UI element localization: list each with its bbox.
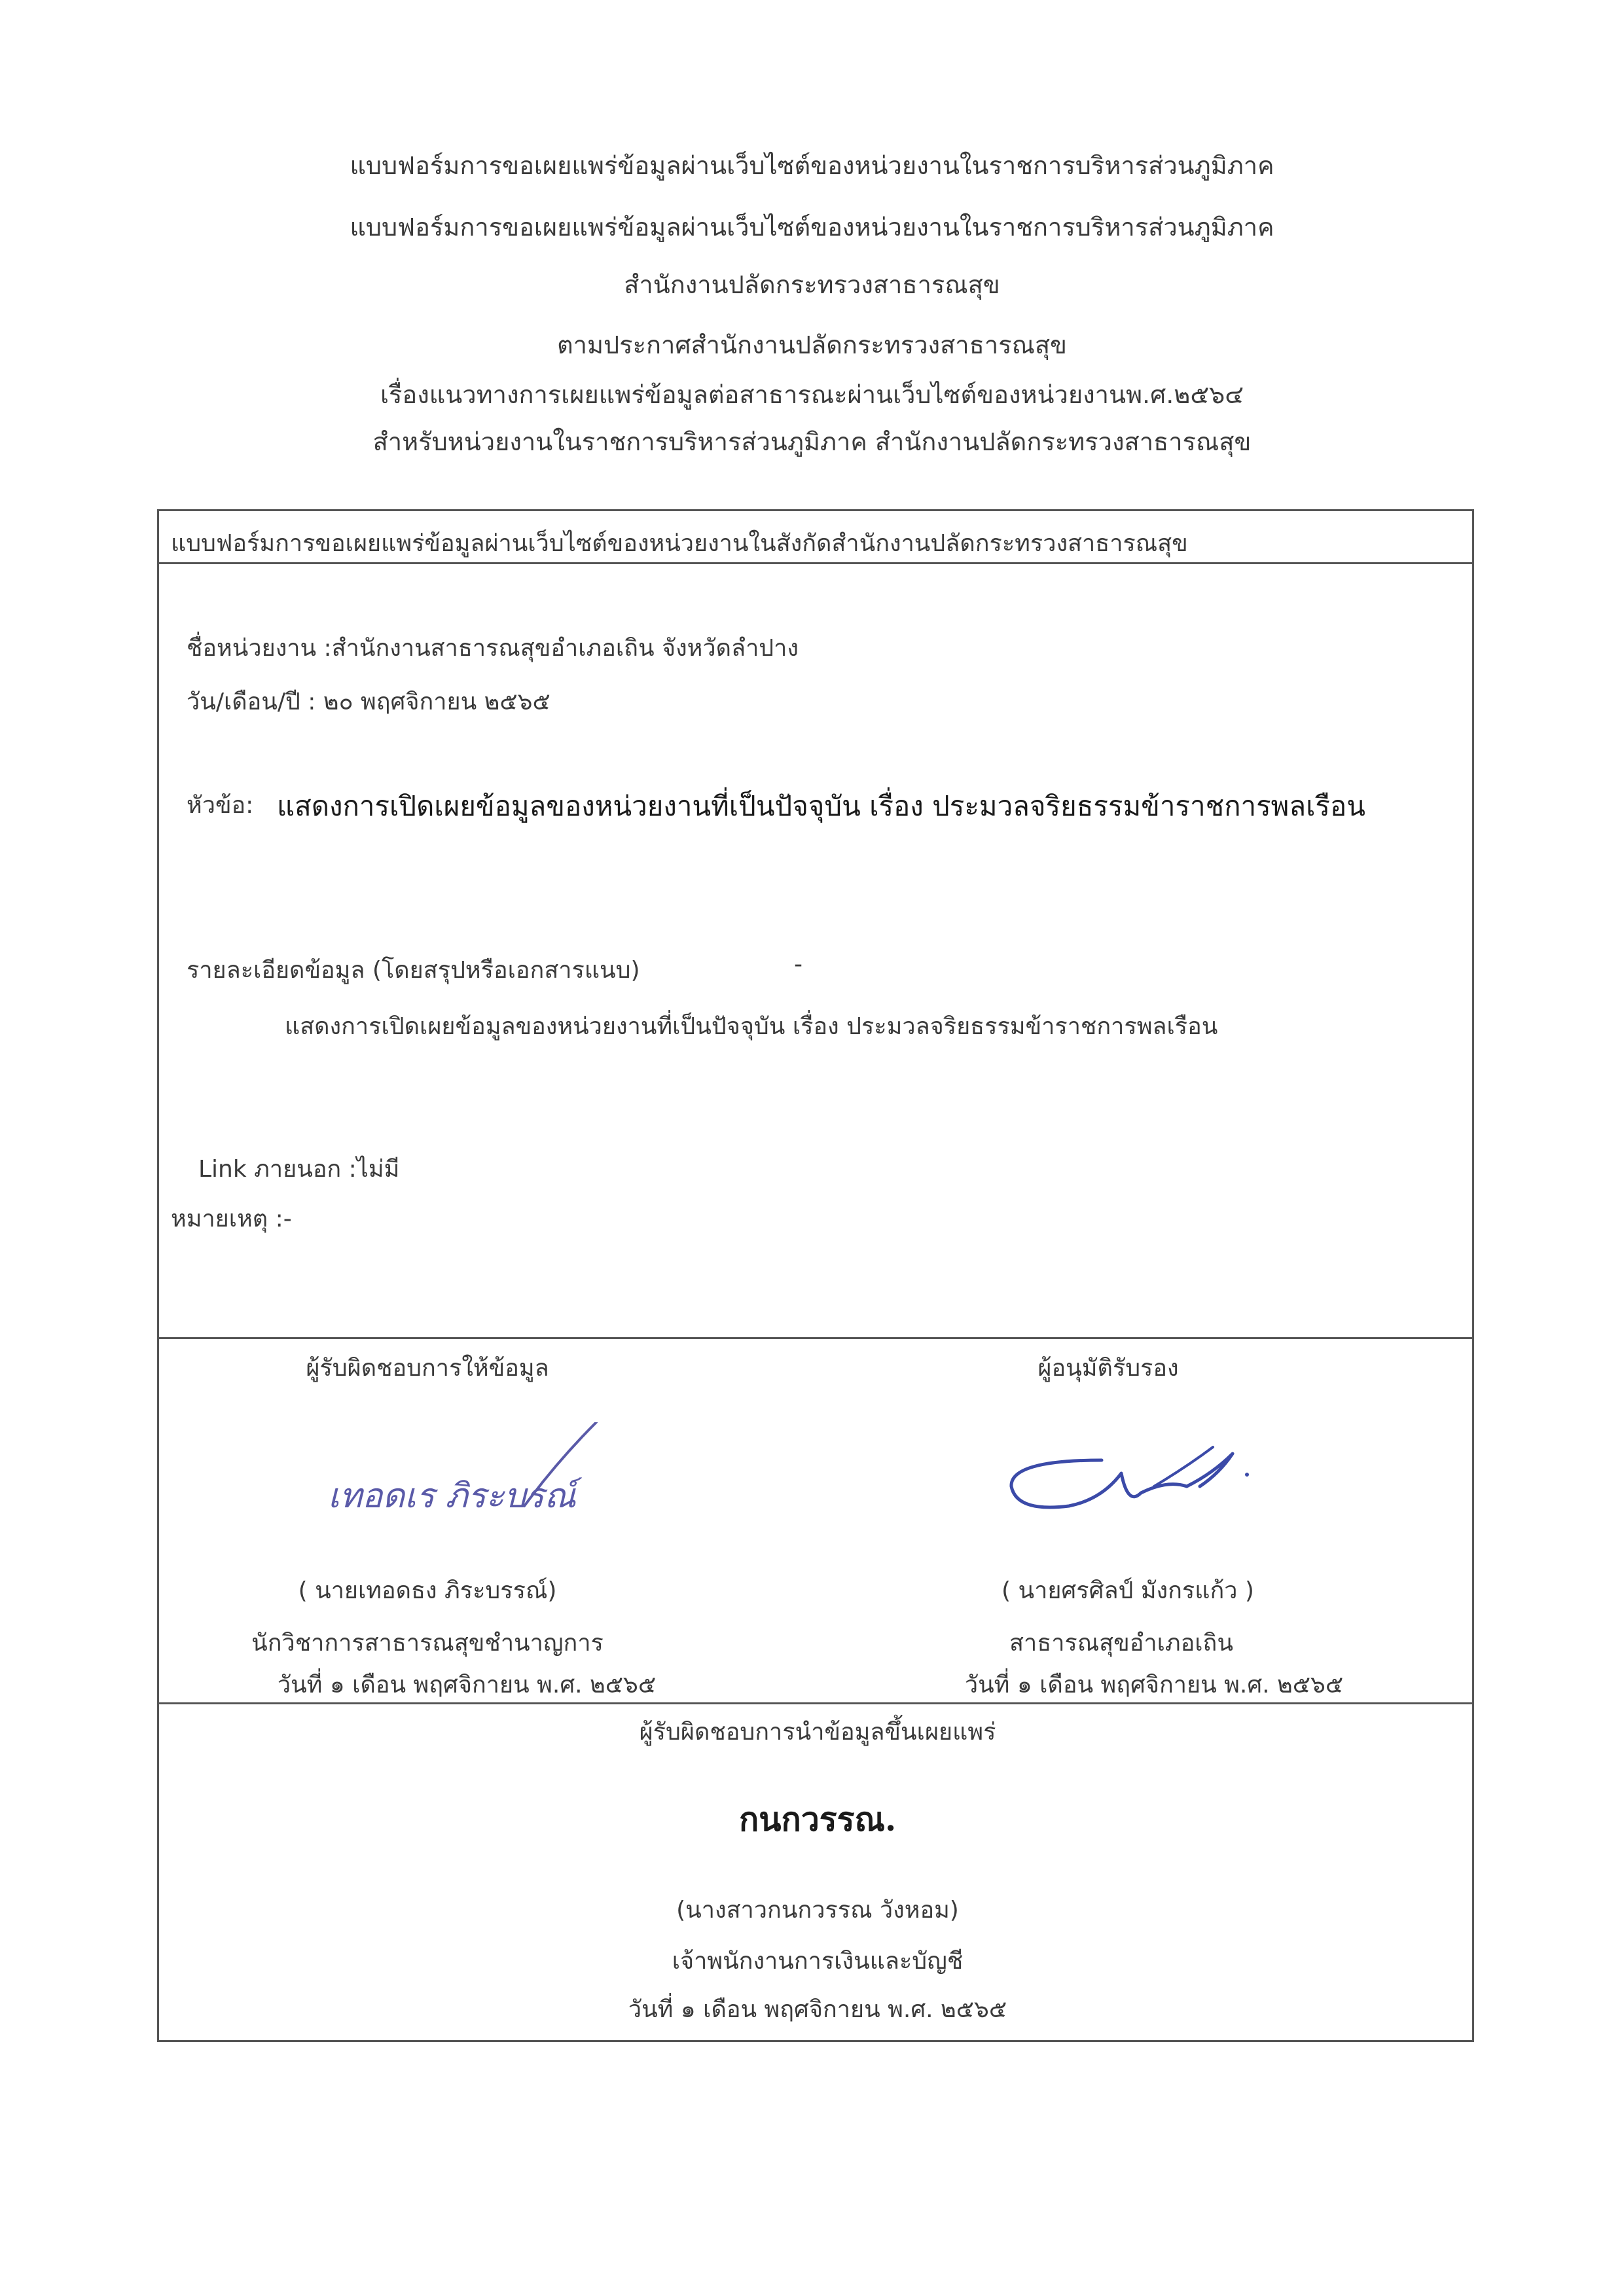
divider-title — [159, 562, 1472, 564]
left-signature-text: เทอดเร ภิระบรณ์ — [328, 1477, 576, 1516]
remark: หมายเหตุ :- — [171, 1206, 292, 1232]
header-title-line-1: แบบฟอร์มการขอเผยแพร่ข้อมูลผ่านเว็บไซต์ของหน่วยงานในราชการบริหารส่วนภูมิภาค — [350, 151, 1274, 180]
bottom-date: วันที่ ๑ เดือน พฤศจิกายน พ.ศ. ๒๕๖๕ — [628, 1996, 1007, 2023]
external-link: Link ภายนอก :ไม่มี — [198, 1156, 400, 1183]
form-date: วัน/เดือน/ปี : ๒๐ พฤศจิกายน ๒๕๖๕ — [187, 689, 550, 715]
left-name: ( นายเทอดธง ภิระบรรณ์) — [298, 1577, 557, 1604]
left-role: ผู้รับผิดชอบการให้ข้อมูล — [306, 1355, 549, 1382]
right-signature — [990, 1434, 1265, 1526]
bottom-position: เจ้าพนักงานการเงินและบัญชี — [672, 1948, 964, 1975]
left-position: นักวิชาการสาธารณสุขชำนาญการ — [251, 1630, 604, 1657]
header-subject: เรื่องแนวทางการเผยแพร่ข้อมูลต่อสาธารณะผ่านเว็บไซต์ของหน่วยงานพ.ศ.๒๕๖๔ — [380, 380, 1244, 409]
divider-publisher — [159, 1702, 1472, 1704]
bottom-signature-text: กนกวรรณ. — [739, 1800, 897, 1839]
header-agency: สำนักงานปลัดกระทรวงสาธารณสุข — [624, 270, 1000, 299]
form-box — [157, 509, 1474, 2042]
right-name: ( นายศรศิลป์ มังกรแก้ว ) — [1001, 1577, 1254, 1604]
left-date: วันที่ ๑ เดือน พฤศจิกายน พ.ศ. ๒๕๖๕ — [277, 1672, 657, 1698]
subject-label: หัวข้อ: — [187, 792, 254, 819]
header-title-line-2: แบบฟอร์มการขอเผยแพร่ข้อมูลผ่านเว็บไซต์ของหน่วยงานในราชการบริหารส่วนภูมิภาค — [350, 213, 1274, 242]
bottom-name: (นางสาวกนกวรรณ วังหอม) — [676, 1897, 959, 1924]
header-scope: สำหรับหน่วยงานในราชการบริหารส่วนภูมิภาค สำนักงานปลัดกระทรวงสาธารณสุข — [372, 427, 1252, 456]
agency-name: ชื่อหน่วยงาน :สำนักงานสาธารณสุขอำเภอเถิน จังหวัดลำปาง — [187, 635, 799, 662]
bottom-role: ผู้รับผิดชอบการนำข้อมูลขึ้นเผยแพร่ — [639, 1719, 996, 1746]
details-value: แสดงการเปิดเผยข้อมูลของหน่วยงานที่เป็นปัจจุบัน เรื่อง ประมวลจริยธรรมข้าราชการพลเรือน — [285, 1013, 1218, 1040]
details-label: รายละเอียดข้อมูล (โดยสรุปหรือเอกสารแนบ) — [187, 957, 640, 984]
right-position: สาธารณสุขอำเภอเถิน — [1009, 1630, 1233, 1657]
bottom-signature — [732, 1787, 916, 1846]
details-dash: - — [794, 951, 803, 978]
subject-value: แสดงการเปิดเผยข้อมูลของหน่วยงานที่เป็นปัจจุบัน เรื่อง ประมวลจริยธรรมข้าราชการพลเรือน — [277, 790, 1365, 822]
right-role: ผู้อนุมัติรับรอง — [1038, 1355, 1179, 1382]
header-announcement: ตามประกาศสำนักงานปลัดกระทรวงสาธารณสุข — [556, 331, 1068, 359]
form-box-title: แบบฟอร์มการขอเผยแพร่ข้อมูลผ่านเว็บไซต์ของหน่วยงานในสังกัดสำนักงานปลัดกระทรวงสาธารณสุข — [171, 530, 1188, 557]
divider-signatures — [159, 1337, 1472, 1339]
right-date: วันที่ ๑ เดือน พฤศจิกายน พ.ศ. ๒๕๖๕ — [964, 1672, 1344, 1698]
left-signature — [328, 1422, 629, 1527]
